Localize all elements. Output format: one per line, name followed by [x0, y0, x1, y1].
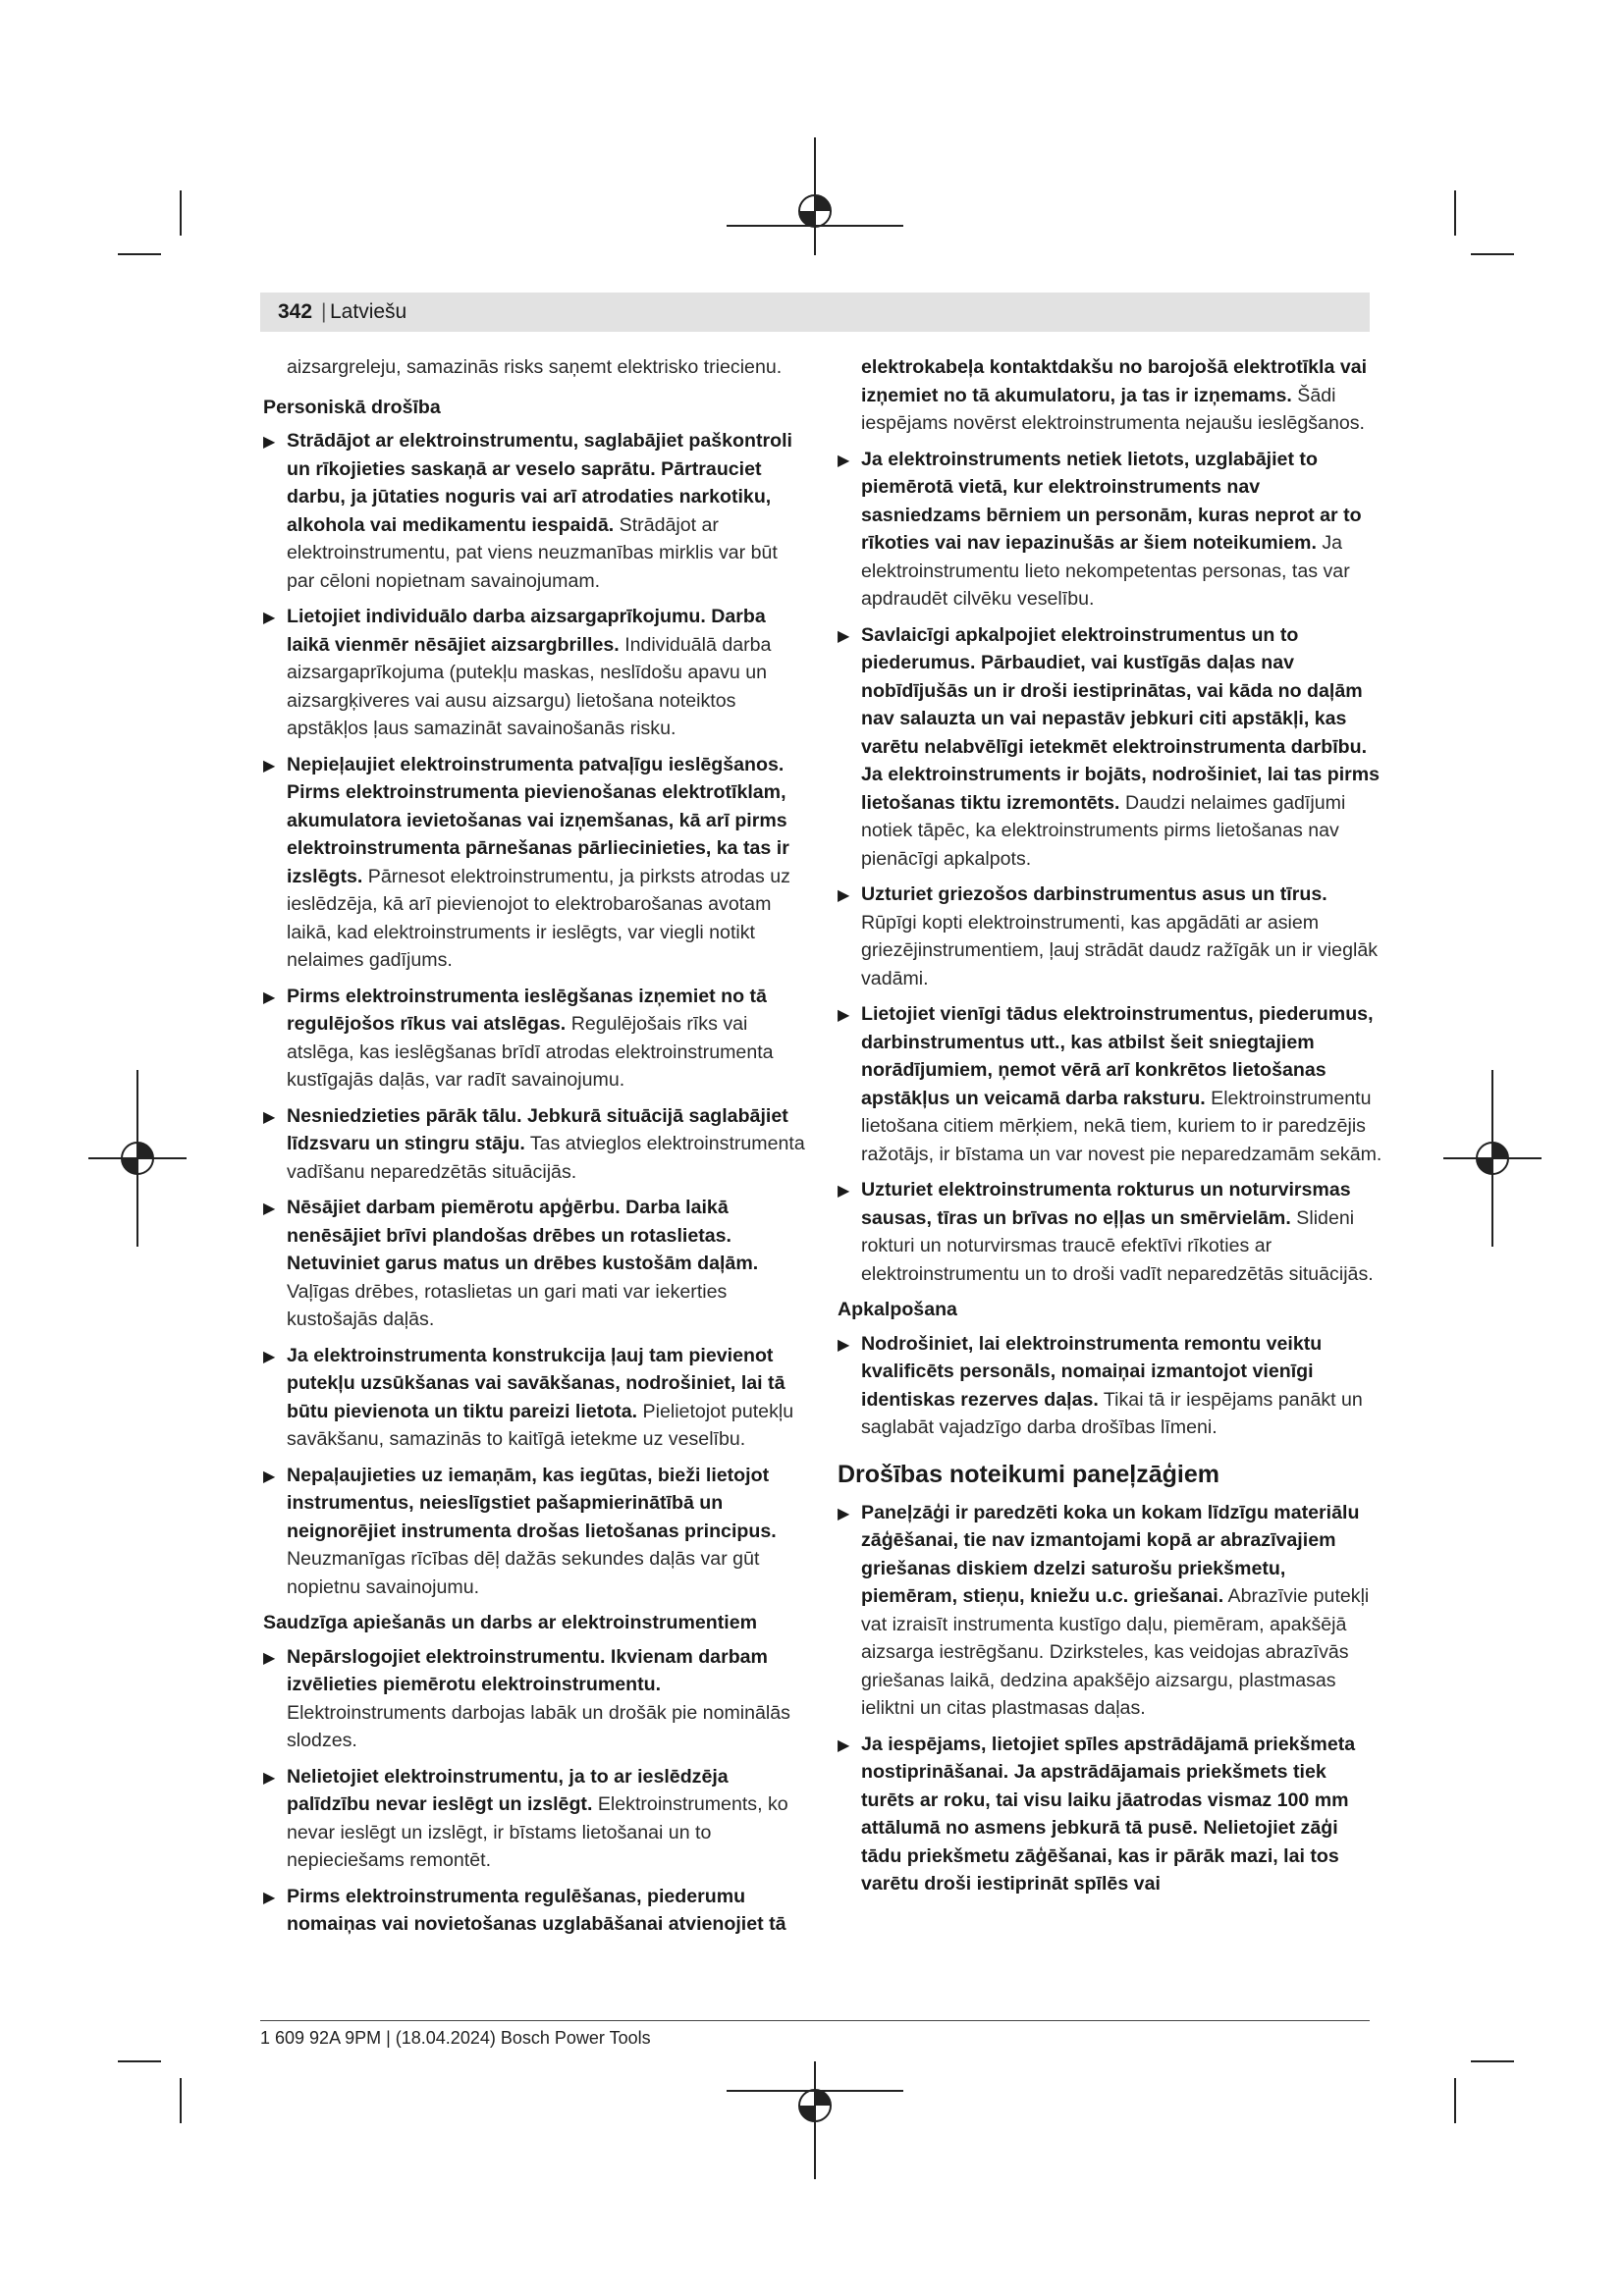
item-normal-text: Regulējošais rīks vai atslēga, kas ieslēgšanas brīdī atrodas elektroinstrumenta kustīgajās daļās, var radīt savainojumu.	[287, 1013, 774, 1091]
triangle-right-icon: ▶	[263, 610, 276, 626]
item-normal-text: Neuzmanīgas rīcības dēļ dažās sekundes daļās var gūt nopietnu savainojumu.	[287, 1548, 760, 1598]
item-bold-text: Strādājot ar elektroinstrumentu, saglabājiet paškontroli un rīkojieties saskaņā ar veselo saprātu. Pārtrauciet darbu, ja jūtaties noguris vai arī atrodaties narkotiku, alkohola vai medikamentu iespaidā.	[287, 430, 793, 536]
item-bold-text: Ja iespējams, lietojiet spīles apstrādājamā priekšmeta nostiprināšanai. Ja apstrādājamais priekšmets tiek turēts ar roku, tai visu laiku jāatrodas vismaz 100 mm attālumā no asmens jebkurā tā pusē. Nelietojiet zāģi tādu priekšmetu zāģēšanai, kas ir pārāk mazi, lai tos varētu droši iestiprināt spīlēs vai	[861, 1733, 1356, 1895]
left-column	[263, 353, 808, 1947]
item-normal-text: Vaļīgas drēbes, rotaslietas un gari mati var iekerties kustošajās daļās.	[287, 1280, 728, 1330]
right-column	[838, 353, 1382, 1906]
continuation-text: aizsargreleju, samazinās risks saņemt elektrisko triecienu.	[287, 356, 783, 378]
item-bold-text: Nepieļaujiet elektroinstrumenta patvaļīgu ieslēgšanos. Pirms elektroinstrumenta pievienošanas elektrotīklam, akumulatora ievietošanas vai izņemšanas, kā arī pirms elektroinstrumenta pārnešanas pārliecinieties, ka tas ir izslēgts.	[287, 753, 789, 887]
list-item	[838, 881, 1382, 992]
triangle-right-icon: ▶	[838, 1736, 850, 1754]
crosshair-icon	[1443, 1070, 1542, 1247]
triangle-right-icon: ▶	[263, 1348, 276, 1365]
item-bold-text: Nepārslogojiet elektroinstrumentu. Ikvienam darbam izvēlieties piemērotu elektroinstrumentu.	[287, 1645, 768, 1695]
item-normal-text: Ja elektroinstrumentu lieto nekompetentas personas, tas var apdraudēt cilvēku veselību.	[861, 532, 1350, 610]
list-item	[263, 751, 808, 975]
header-separator: |	[321, 300, 327, 323]
item-normal-text: Strādājot ar elektroinstrumentu, pat viens neuzmanības mirklis var būt par cēloni nopietnam savainojumam.	[287, 513, 778, 592]
list-item	[838, 1000, 1382, 1168]
triangle-right-icon: ▶	[263, 434, 276, 451]
triangle-right-icon: ▶	[838, 1505, 850, 1522]
item-bold-text: Savlaicīgi apkalpojiet elektroinstrumentus un to piederumus. Pārbaudiet, vai kustīgās daļas nav nobīdījušās un ir droši iestiprinātas, vai kāda no daļām nav salauzta un vai nepastāv jebkuri citi apstākļi, kas varētu nelabvēlīgi ietekmēt elektroinstrumenta darbību. Ja elektroinstruments ir bojāts, nodrošiniet, lai tas pirms lietošanas tiktu izremontēts.	[861, 623, 1380, 814]
list-item	[838, 1499, 1382, 1723]
crosshair-icon	[727, 2061, 903, 2179]
list-item	[838, 1731, 1382, 1898]
triangle-right-icon: ▶	[838, 1336, 850, 1354]
list-item	[263, 1763, 808, 1875]
crop-mark	[1471, 2060, 1514, 2062]
crop-mark	[1454, 2078, 1456, 2123]
section-title: Personiskā drošība	[263, 396, 441, 418]
list-item	[263, 427, 808, 595]
item-bold-text: Uzturiet elektroinstrumenta rokturus un noturvirsmas sausas, tīras un brīvas no eļļas un smērvielām.	[861, 1179, 1351, 1229]
list-item	[263, 1643, 808, 1755]
item-bold-text: Paneļzāģi ir paredzēti koka un kokam līdzīgu materiālu zāģēšanai, tie nav izmantojami kopā ar abrazīvajiem griešanas diskiem dzelzi saturošu priekšmetu, piemēram, stieņu, kniežu u.c. griešanai.	[861, 1501, 1360, 1607]
crop-mark	[180, 2078, 182, 2123]
safety-list	[263, 427, 808, 1601]
safety-list	[838, 446, 1382, 1289]
triangle-right-icon: ▶	[838, 1183, 850, 1200]
safety-list	[263, 1643, 808, 1939]
continuation-bold: elektrokabeļa kontaktdakšu no barojošā elektrotīkla vai izņemiet no tā akumulatoru, ja tas ir izņemams.	[861, 356, 1368, 406]
list-item	[263, 1462, 808, 1602]
triangle-right-icon: ▶	[263, 1108, 276, 1126]
list-item	[263, 1883, 808, 1939]
item-bold-text: Lietojiet vienīgi tādus elektroinstrumentus, piederumus, darbinstrumentus utt., kas atbilst šeit sniegtajiem norādījumiem, ņemot vērā arī konkrētos lietošanas apstākļus un veicamā darba raksturu.	[861, 1003, 1374, 1109]
item-normal-text: Pielietojot putekļu savākšanu, samazinās to kaitīgā ietekme uz veselību.	[287, 1400, 794, 1450]
section-heading: Drošības noteikumi paneļzāģiem	[838, 1460, 1219, 1488]
triangle-right-icon: ▶	[838, 627, 850, 645]
continuation-normal: Šādi iespējams novērst elektroinstrumenta nejaušu ieslēgšanos.	[861, 384, 1365, 434]
list-item	[838, 621, 1382, 874]
triangle-right-icon: ▶	[263, 1468, 276, 1485]
item-normal-text: Abrazīvie putekļi vat izraisīt instrumenta kustīgo daļu, piemēram, apakšējā aizsarga iestrēgšanu. Dzirksteles, kas veidojas abrazīvās griešanas laikā, dedzina apakšējo aizsargu, plastmasas ieliktni un citas plastmasas daļas.	[861, 1585, 1370, 1719]
triangle-right-icon: ▶	[263, 1201, 276, 1217]
item-bold-text: Pirms elektroinstrumenta regulēšanas, piederumu nomaiņas vai novietošanas uzglabāšanai atvienojiet tā	[287, 1885, 786, 1935]
section-title: Saudzīga apiešanās un darbs ar elektroinstrumentiem	[263, 1612, 758, 1633]
list-item	[263, 1342, 808, 1454]
triangle-right-icon: ▶	[263, 1769, 276, 1787]
triangle-right-icon: ▶	[838, 452, 850, 469]
item-normal-text: Rūpīgi kopti elektroinstrumenti, kas apgādāti ar asiem griezējinstrumentiem, ļauj strādāt daudz ražīgāk un ir vieglāk vadāmi.	[861, 911, 1379, 989]
item-normal-text: Elektroinstruments darbojas labāk un drošāk pie nominālās slodzes.	[287, 1701, 790, 1751]
crop-mark	[1454, 190, 1456, 236]
item-bold-text: Uzturiet griezošos darbinstrumentus asus un tīrus.	[861, 883, 1327, 905]
triangle-right-icon: ▶	[263, 757, 276, 774]
item-normal-text: Elektroinstruments, ko nevar ieslēgt un izslēgt, ir bīstams lietošanai un to nepieciešams remontēt.	[287, 1793, 788, 1871]
list-item	[263, 1102, 808, 1187]
safety-list	[838, 1499, 1382, 1898]
item-normal-text: Elektroinstrumentu lietošana citiem mērķiem, nekā tiem, kuriem to ir paredzējis ražotājs, ir bīstama un var novest pie neparedzamām sekām.	[861, 1087, 1382, 1165]
item-bold-text: Nelietojiet elektroinstrumentu, ja to ar ieslēdzēja palīdzību nevar ieslēgt un izslēgt.	[287, 1765, 729, 1815]
list-item	[838, 1330, 1382, 1442]
header-language: Latviešu	[330, 300, 407, 323]
crop-mark	[118, 2060, 161, 2062]
section-title: Apkalpošana	[838, 1299, 957, 1320]
list-item	[263, 1194, 808, 1334]
crop-mark	[180, 190, 182, 236]
item-bold-text: Nesniedzieties pārāk tālu. Jebkurā situācijā saglabājiet līdzsvaru un stingru stāju.	[287, 1104, 788, 1154]
item-bold-text: Nēsājiet darbam piemērotu apģērbu. Darba laikā nenēsājiet brīvi plandošas drēbes un rotaslietas. Netuviniet garus matus un drēbes kustošām daļām.	[287, 1197, 759, 1274]
continuation-item	[861, 353, 1382, 438]
triangle-right-icon: ▶	[263, 1649, 276, 1667]
item-normal-text: Daudzi nelaimes gadījumi notiek tāpēc, ka elektroinstruments pirms lietošanas nav pienācīgi apkalpots.	[861, 791, 1346, 870]
footer-divider	[260, 2020, 1370, 2021]
list-item	[838, 446, 1382, 614]
item-normal-text: Tikai tā ir iespējams panākt un saglabāt vajadzīgo darba drošības līmeni.	[861, 1388, 1363, 1438]
crosshair-icon	[727, 137, 903, 255]
crosshair-icon	[88, 1070, 187, 1247]
crop-mark	[118, 253, 161, 255]
list-item	[263, 983, 808, 1095]
item-bold-text: Ja elektroinstruments netiek lietots, uzglabājiet to piemērotā vietā, kur elektroinstruments nav sasniedzams bērniem un personām, kuras neprot ar to rīkoties vai nav iepazinušās ar šiem noteikumiem.	[861, 448, 1362, 554]
crop-mark	[1471, 253, 1514, 255]
item-bold-text: Nepaļaujieties uz iemaņām, kas iegūtas, bieži lietojot instrumentus, neieslīgstiet pašapmierinātībā un neignorējiet instrumenta drošas lietošanas principus.	[287, 1464, 777, 1542]
safety-list	[838, 1330, 1382, 1442]
item-normal-text: Pārnesot elektroinstrumentu, ja pirksts atrodas uz ieslēdzēja, kā arī pievienojot to elektrobarošanas avotam laikā, kad elektroinstruments ir ieslēgts, var viegli notikt nelaimes gadījums.	[287, 865, 790, 971]
triangle-right-icon: ▶	[263, 988, 276, 1006]
list-item	[263, 603, 808, 743]
page-number: 342	[278, 300, 313, 323]
item-normal-text: Tas atvieglos elektroinstrumenta vadīšanu neparedzētās situācijās.	[287, 1133, 805, 1183]
triangle-right-icon: ▶	[838, 1007, 850, 1024]
item-bold-text: Ja elektroinstrumenta konstrukcija ļauj tam pievienot putekļu uzsūkšanas vai savākšanas, nodrošiniet, lai tā būtu pievienota un tiktu pareizi lietota.	[287, 1344, 785, 1422]
triangle-right-icon: ▶	[838, 887, 850, 904]
item-bold-text: Nodrošiniet, lai elektroinstrumenta remontu veiktu kvalificēts personāls, nomaiņai izmantojot vienīgi identiskas rezerves daļas.	[861, 1332, 1323, 1411]
item-bold-text: Pirms elektroinstrumenta ieslēgšanas izņemiet no tā regulējošos rīkus vai atslēgas.	[287, 985, 767, 1035]
footer-text: 1 609 92A 9PM | (18.04.2024) Bosch Power Tools	[260, 2028, 651, 2048]
item-normal-text: Individuālā darba aizsargaprīkojuma (putekļu maskas, neslīdošu apavu un aizsargķiveres vai ausu aizsargu) lietošana noteiktos apstākļos ļaus samazināt savainošanās risku.	[287, 633, 772, 739]
page-header	[260, 293, 1370, 332]
item-normal-text: Slideni rokturi un noturvirsmas traucē efektīvi rīkoties ar elektroinstrumentu un to droši vadīt neparedzētās situācijās.	[861, 1206, 1374, 1285]
triangle-right-icon: ▶	[263, 1889, 276, 1906]
item-bold-text: Lietojiet individuālo darba aizsargaprīkojumu. Darba laikā vienmēr nēsājiet aizsargbrilles.	[287, 606, 766, 656]
list-item	[838, 1176, 1382, 1288]
